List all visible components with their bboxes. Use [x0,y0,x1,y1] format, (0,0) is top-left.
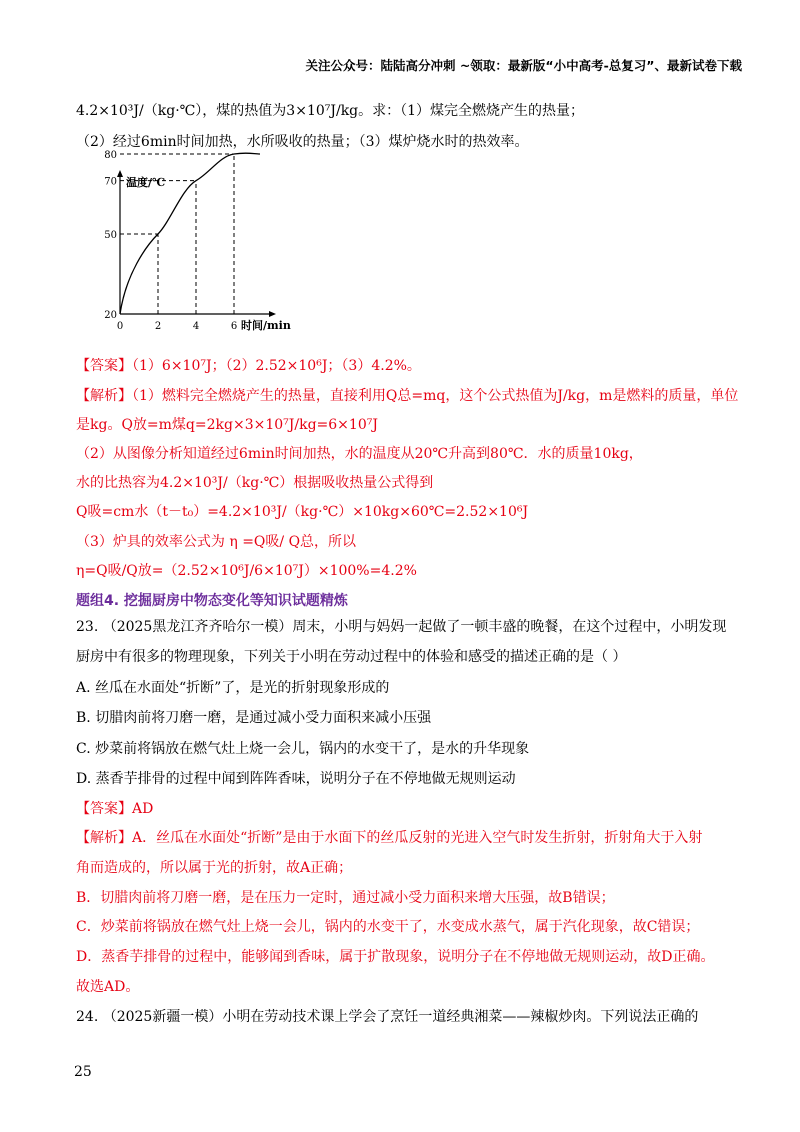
explanation-line-2b: 水的比热容为4.2×10³J/（kg·℃）根据吸收热量公式得到 [76,475,434,491]
x-tick-label: 4 [192,321,200,332]
explanation-23-line-1: 【解析】A．丝瓜在水面处“折断”是由于水面下的丝瓜反射的光进入空气时发生折射，折射角大于入射 [76,830,703,846]
explanation-line-1b: 是kg。Q放=m煤q=2kg×3×10⁷J/kg=6×10⁷J [76,417,378,433]
x-axis-arrow [269,311,276,317]
option-a: A. 丝瓜在水面处“折断”了，是光的折射现象形成的 [76,680,390,696]
explanation-line-1a: 【解析】（1）燃料完全燃烧产生的热量，直接利用Q总=mq，这个公式热值为J/kg，m是燃料的质量，单位 [76,388,739,404]
explanation-line-3a: （3）炉具的效率公式为 η =Q吸/ Q总，所以 [76,534,357,550]
x-tick-label: 0 [116,321,124,332]
explanation-23-line-2: 角而造成的，所以属于光的折射，故A正确； [76,860,353,876]
explanation-23-line-6: 故选AD。 [76,979,140,995]
explanation-line-2a: （2）从图像分析知道经过6min时间加热，水的温度从20℃升高到80℃．水的质量10kg， [76,446,643,462]
y-tick-label: 20 [104,310,117,321]
y-axis-label: 温度/℃ [126,176,166,189]
option-d: D. 蒸香芋排骨的过程中闻到阵阵香味，说明分子在不停地做无规则运动 [76,771,516,787]
explanation-23-line-5: D．蒸香芋排骨的过程中，能够闻到香味，属于扩散现象，说明分子在不停地做无规则运动，故D正确。 [76,949,715,965]
temperature-time-graph [90,150,330,342]
question-23-line-1: 23. （2025黑龙江齐齐哈尔一模）周末，小明与妈妈一起做了一顿丰盛的晚餐，在这个过程中，小明发现 [76,619,727,635]
explanation-line-3b: η=Q吸/Q放=（2.52×10⁶J/6×10⁷J）×100%=4.2% [76,563,417,579]
y-tick-label: 80 [104,150,117,161]
explanation-line-2c: Q吸=cm水（t－t₀）=4.2×10³J/（kg·℃）×10kg×60℃=2.52×10⁶J [76,504,529,520]
page-header: 关注公众号：陆陆高分冲刺 ~领取：最新版“小中高考-总复习”、最新试卷下载 [305,58,742,73]
option-b: B. 切腊肉前将刀磨一磨，是通过减小受力面积来减小压强 [76,710,432,726]
y-tick-label: 50 [104,230,117,241]
explanation-23-line-3: B．切腊肉前将刀磨一磨，是在压力一定时，通过减小受力面积来增大压强，故B错误； [76,890,615,906]
question-23-line-2: 厨房中有很多的物理现象，下列关于小明在劳动过程中的体验和感受的描述正确的是（ ） [76,649,627,665]
x-axis-label: 时间/min [241,319,291,332]
question-24-line-1: 24. （2025新疆一模）小明在劳动技术课上学会了烹饪一道经典湘菜——辣椒炒肉。下列说法正确的 [76,1009,699,1025]
explanation-23-line-4: C．炒菜前将锅放在燃气灶上烧一会儿，锅内的水变干了，水变成水蒸气，属于汽化现象，故C错误； [76,919,700,935]
x-tick-label: 2 [154,321,162,332]
answer-line: 【答案】（1）6×10⁷J；（2）2.52×10⁶J；（3）4.2%。 [76,358,421,374]
option-c: C. 炒菜前将锅放在燃气灶上烧一会儿，锅内的水变干了，是水的升华现象 [76,741,530,757]
problem-text-line-1: 4.2×10³J/（kg·℃），煤的热值为3×10⁷J/kg。求：（1）煤完全燃烧产生的热量； [76,103,585,119]
page-number: 25 [74,1064,92,1080]
group-title: 题组4. 挖掘厨房中物态变化等知识试题精炼 [76,593,348,609]
answer-23: 【答案】AD [76,801,154,817]
x-tick-label: 6 [230,321,238,332]
problem-text-line-2: （2）经过6min时间加热，水所吸收的热量；（3）煤炉烧水时的热效率。 [76,134,529,150]
y-tick-label: 70 [104,176,117,188]
y-axis-arrow [117,170,123,177]
